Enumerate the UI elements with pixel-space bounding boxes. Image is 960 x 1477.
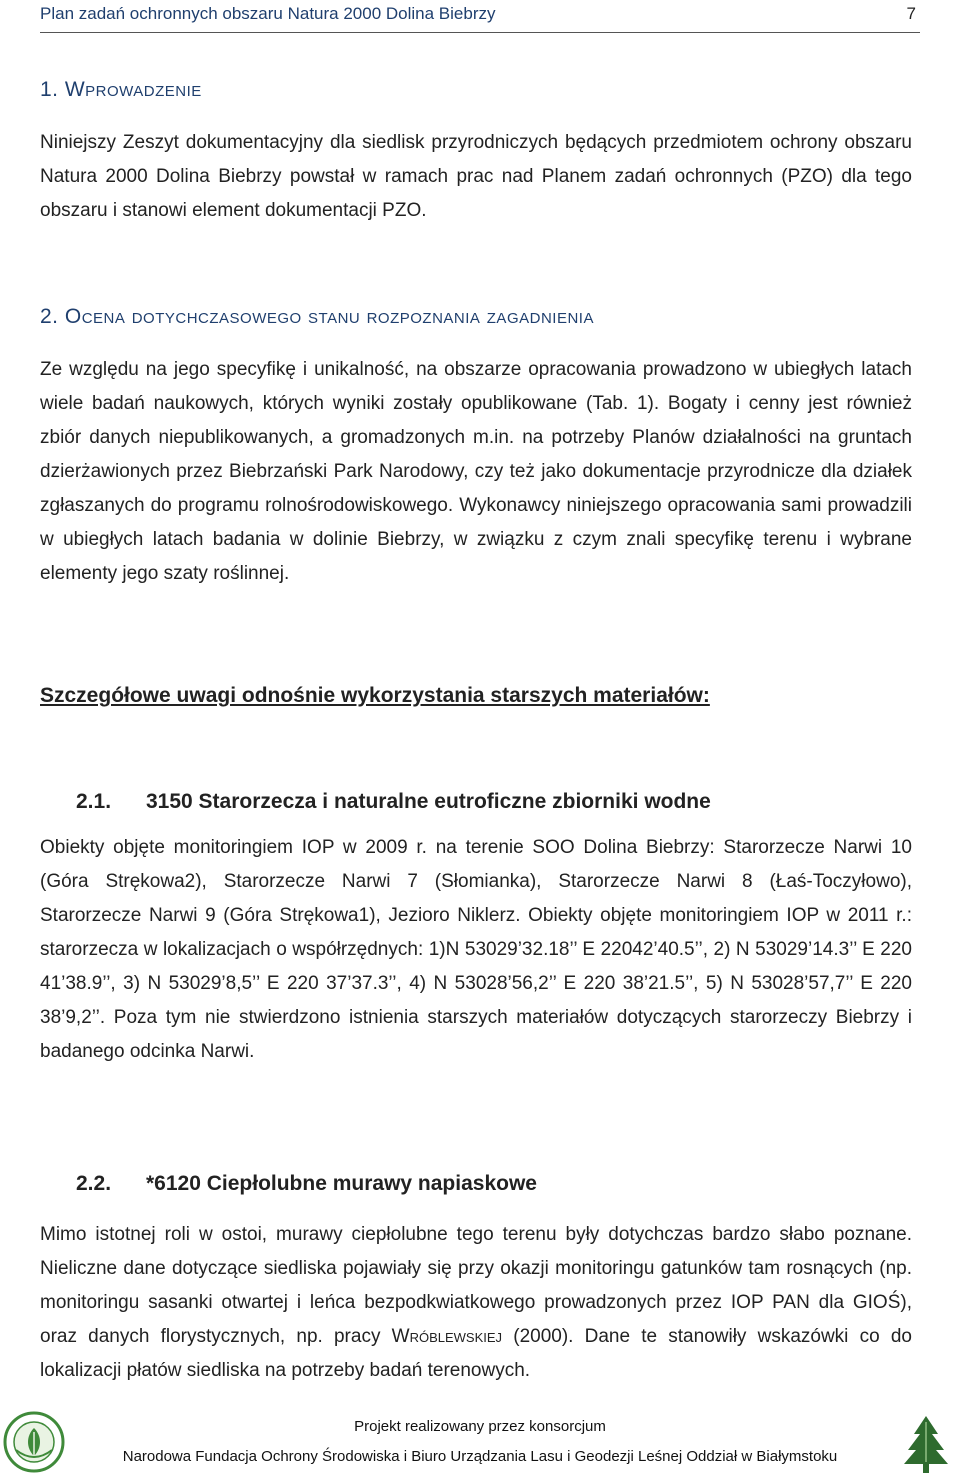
subsection-2-1-paragraph: Obiekty objęte monitoringiem IOP w 2009 r. na terenie SOO Dolina Biebrzy: Starorzecze Narwi 10 (Góra Strękowa2), Starorzecze Narwi 7 (Słomianka), Starorzecze Narwi 8 (Łaś-Toczyłowo), Starorzecze Narwi 9 (Góra Strękowa1), Jezioro Niklerz. Obiekty objęte monitoringiem IOP w 2011 r.: starorzecza w lokalizacjach o współrzędnych: 1)N 53029’32.18’’ E 22042’40.5’’, 2) N 53029’14.3’’ E 220 41’38.9’’, 3) N 53029’8,5’’ E 220 37’37.3’’, 4) N 53028’56,2’’ E 220 38’21.5’’, 5) N 53028’57,7’’ E 220 38’9,2’’. Poza tym nie stwierdzono istnienia starszych materiałów dotyczących starorzeczy Biebrzy i badanego odcinka Narwi.: [40, 837, 912, 1062]
section-1-heading: [40, 78, 912, 102]
subsection-2-1-title: 3150 Starorzecza i naturalne eutroficzne zbiorniki wodne: [146, 790, 711, 813]
section-2-title: Ocena dotychczasowego stanu rozpoznania zagadnienia: [64, 305, 594, 328]
citation-author: Wróblewskiej: [391, 1326, 503, 1347]
subsection-2-2-text-before: Mimo istotnej roli w ostoi, murawy ciepłolubne tego terenu były dotychczas bardzo słabo poznane. Nieliczne dane dotyczące siedliska pojawiały się przy okazji monitoringu gatunków tam rosnących (np. monitoringu sasanki otwartej i leńca bezpodkwiatkowego prowadzonych przez IOP PAN dla GIOŚ), oraz danych florystycznych, np. pracy: [40, 1224, 912, 1347]
details-heading-block: [40, 684, 912, 708]
section-2-body: [40, 353, 912, 591]
page-footer: [0, 1410, 960, 1477]
page-number: 7: [906, 4, 916, 23]
subsection-2-1-body: [40, 831, 912, 1069]
subsection-2-1-number: 2.1.: [76, 790, 112, 813]
running-header: [40, 0, 920, 33]
subsection-2-2-heading: [40, 1172, 912, 1196]
details-heading: Szczegółowe uwagi odnośnie wykorzystania starszych materiałów:: [40, 684, 710, 707]
section-2-heading: [40, 305, 912, 329]
subsection-2-2-body: [40, 1218, 912, 1388]
subsection-2-2-title: *6120 Ciepłolubne murawy napiaskowe: [146, 1172, 537, 1195]
subsection-2-2-paragraph: [40, 1218, 912, 1388]
section-2-number: 2.: [40, 305, 59, 328]
section-2-paragraph: Ze względu na jego specyfikę i unikalność, na obszarze opracowania prowadzono w ubiegłych latach wiele badań naukowych, których wyniki zostały opublikowane (Tab. 1). Bogaty i cenny jest również zbiór danych niepublikowanych, a gromadzonych m.in. na potrzeby Planów działalności na gruntach dzierżawionych przez Biebrzański Park Narodowy, czy też jako dokumentacje przyrodnicze dla działek zgłaszanych do programu rolnośrodowiskowego. Wykonawcy niniejszego opracowania sami prowadzili w ubiegłych latach badania w dolinie Biebrzy, w związku z czym znali specyfikę terenu i wybrane elementy jego szaty roślinnej.: [40, 359, 912, 584]
bulig-tree-logo-icon: [896, 1412, 956, 1476]
subsection-2-2-number: 2.2.: [76, 1172, 112, 1195]
header-title: Plan zadań ochronnych obszaru Natura 2000 Dolina Biebrzy: [40, 4, 496, 23]
section-1-paragraph: Niniejszy Zeszyt dokumentacyjny dla siedlisk przyrodniczych będących przedmiotem ochrony obszaru Natura 2000 Dolina Biebrzy powstał w ramach prac nad Planem zadań ochronnych (PZO) dla tego obszaru i stanowi element dokumentacji PZO.: [40, 132, 912, 221]
subsection-2-1-heading: [40, 790, 912, 814]
section-1-title: Wprowadzenie: [64, 78, 202, 101]
section-1-number: 1.: [40, 78, 59, 101]
footer-line-1: Projekt realizowany przez konsorcjum: [354, 1418, 606, 1435]
section-1-body: [40, 126, 912, 228]
footer-line-2: Narodowa Fundacja Ochrony Środowiska i Biuro Urządzania Lasu i Geodezji Leśnej Oddział w Białymstoku: [122, 1448, 838, 1465]
subsection-2-2-text-after: (2000). Dane te stanowiły wskazówki co do lokalizacji płatów siedliska na potrzeby badań terenowych.: [40, 1326, 912, 1381]
